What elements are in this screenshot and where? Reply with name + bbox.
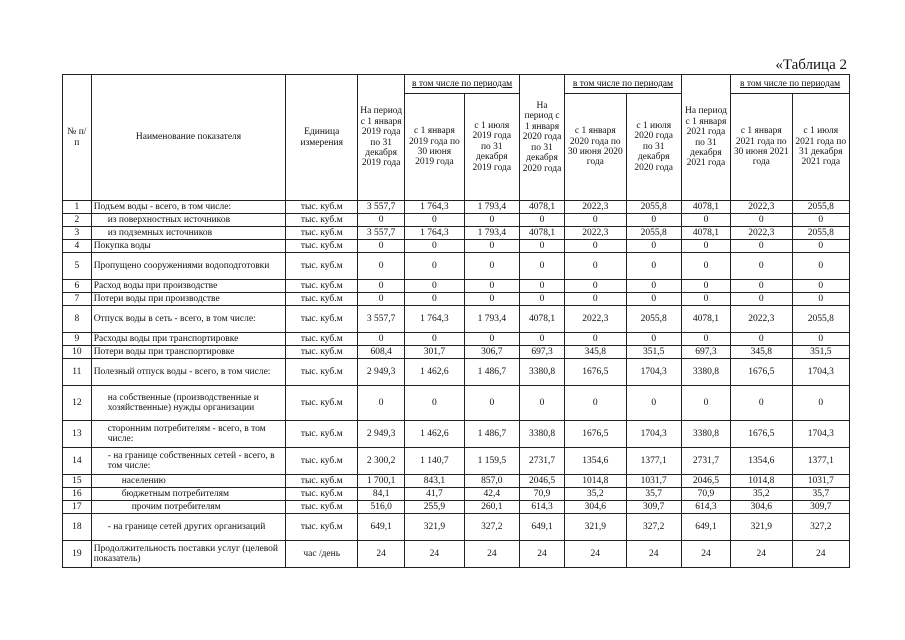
value-cell: 1354,6	[565, 448, 626, 475]
value-cell: 649,1	[358, 514, 405, 541]
value-cell: 1014,8	[731, 475, 792, 488]
col-header-h2-2021: с 1 июля 2021 года по 31 декабря 2021 года	[792, 94, 849, 201]
value-cell: 327,2	[792, 514, 849, 541]
indicator-name-cell: из подземных источников	[91, 227, 286, 240]
col-header-subperiods-2019: в том числе по периодам	[405, 75, 520, 94]
indicator-name-cell: Пропущено сооружениями водоподготовки	[91, 253, 286, 280]
value-cell: 649,1	[519, 514, 564, 541]
row-number-cell: 7	[63, 293, 92, 306]
value-cell: 4078,1	[681, 306, 730, 333]
table-row	[63, 333, 850, 346]
row-number-cell: 16	[63, 488, 92, 501]
value-cell: 0	[565, 293, 626, 306]
value-cell: 3 557,7	[358, 201, 405, 214]
col-header-name: Наименование показателя	[91, 75, 286, 201]
value-cell: 857,0	[464, 475, 519, 488]
value-cell: 3 557,7	[358, 306, 405, 333]
col-header-h1-2019: с 1 января 2019 года по 30 июня 2019 года	[405, 94, 464, 201]
value-cell: 1 793,4	[464, 201, 519, 214]
unit-cell: тыс. куб.м	[286, 201, 358, 214]
value-cell: 1 793,4	[464, 227, 519, 240]
value-cell: 843,1	[405, 475, 464, 488]
value-cell: 2731,7	[519, 448, 564, 475]
unit-cell: час /день	[286, 541, 358, 568]
value-cell: 3380,8	[681, 421, 730, 448]
unit-cell: тыс. куб.м	[286, 448, 358, 475]
value-cell: 0	[405, 240, 464, 253]
value-cell: 0	[792, 240, 849, 253]
value-cell: 24	[358, 541, 405, 568]
value-cell: 2 300,2	[358, 448, 405, 475]
value-cell: 0	[358, 214, 405, 227]
value-cell: 0	[626, 293, 681, 306]
value-cell: 0	[464, 333, 519, 346]
value-cell: 35,7	[792, 488, 849, 501]
value-cell: 0	[405, 214, 464, 227]
row-number-cell: 15	[63, 475, 92, 488]
indicator-name-cell: Полезный отпуск воды - всего, в том числе:	[91, 359, 286, 386]
value-cell: 697,3	[519, 346, 564, 359]
value-cell: 0	[358, 280, 405, 293]
indicator-name-cell: Расходы воды при транспортировке	[91, 333, 286, 346]
row-number-cell: 9	[63, 333, 92, 346]
col-header-subperiods-2020: в том числе по периодам	[565, 75, 682, 94]
row-number-cell: 13	[63, 421, 92, 448]
indicator-name-cell: прочим потребителям	[91, 501, 286, 514]
unit-cell: тыс. куб.м	[286, 488, 358, 501]
table-row	[63, 293, 850, 306]
value-cell: 0	[792, 293, 849, 306]
value-cell: 1 486,7	[464, 359, 519, 386]
col-header-h1-2020: с 1 января 2020 года по 30 июня 2020 года	[565, 94, 626, 201]
value-cell: 0	[519, 240, 564, 253]
value-cell: 0	[731, 280, 792, 293]
unit-cell: тыс. куб.м	[286, 346, 358, 359]
row-number-cell: 5	[63, 253, 92, 280]
unit-cell: тыс. куб.м	[286, 306, 358, 333]
value-cell: 2055,8	[792, 306, 849, 333]
indicator-name-cell: - на границе сетей других организаций	[91, 514, 286, 541]
value-cell: 327,2	[464, 514, 519, 541]
table-row	[63, 541, 850, 568]
value-cell: 3380,8	[519, 359, 564, 386]
value-cell: 0	[464, 386, 519, 421]
value-cell: 2055,8	[626, 306, 681, 333]
table-row	[63, 386, 850, 421]
value-cell: 0	[464, 293, 519, 306]
unit-cell: тыс. куб.м	[286, 253, 358, 280]
value-cell: 1704,3	[792, 421, 849, 448]
value-cell: 608,4	[358, 346, 405, 359]
value-cell: 2 949,3	[358, 359, 405, 386]
value-cell: 1704,3	[626, 359, 681, 386]
value-cell: 0	[626, 333, 681, 346]
value-cell: 24	[681, 541, 730, 568]
table-row	[63, 240, 850, 253]
value-cell: 70,9	[519, 488, 564, 501]
value-cell: 304,6	[731, 501, 792, 514]
value-cell: 1014,8	[565, 475, 626, 488]
value-cell: 1704,3	[792, 359, 849, 386]
table-row	[63, 488, 850, 501]
value-cell: 0	[681, 240, 730, 253]
indicator-name-cell: Потери воды при транспортировке	[91, 346, 286, 359]
value-cell: 24	[519, 541, 564, 568]
value-cell: 1 462,6	[405, 421, 464, 448]
water-balance-table	[62, 74, 850, 568]
value-cell: 0	[792, 280, 849, 293]
value-cell: 327,2	[626, 514, 681, 541]
value-cell: 309,7	[626, 501, 681, 514]
col-header-subperiods-2021: в том числе по периодам	[731, 75, 850, 94]
value-cell: 0	[731, 386, 792, 421]
value-cell: 42,4	[464, 488, 519, 501]
table-row	[63, 227, 850, 240]
value-cell: 1031,7	[626, 475, 681, 488]
unit-cell: тыс. куб.м	[286, 293, 358, 306]
value-cell: 0	[731, 240, 792, 253]
value-cell: 0	[681, 333, 730, 346]
unit-cell: тыс. куб.м	[286, 501, 358, 514]
value-cell: 0	[405, 280, 464, 293]
value-cell: 0	[681, 214, 730, 227]
row-number-cell: 12	[63, 386, 92, 421]
value-cell: 1377,1	[626, 448, 681, 475]
indicator-name-cell: Продолжительность поставки услуг (целевой показатель)	[91, 541, 286, 568]
row-number-cell: 4	[63, 240, 92, 253]
indicator-name-cell: на собственные (производственные и хозяйственные) нужды организации	[91, 386, 286, 421]
unit-cell: тыс. куб.м	[286, 333, 358, 346]
value-cell: 1377,1	[792, 448, 849, 475]
row-number-cell: 14	[63, 448, 92, 475]
value-cell: 0	[464, 240, 519, 253]
indicator-name-cell: бюджетным потребителям	[91, 488, 286, 501]
value-cell: 255,9	[405, 501, 464, 514]
indicator-name-cell: Потери воды при производстве	[91, 293, 286, 306]
value-cell: 2022,3	[565, 306, 626, 333]
unit-cell: тыс. куб.м	[286, 421, 358, 448]
value-cell: 1 462,6	[405, 359, 464, 386]
table-row	[63, 280, 850, 293]
value-cell: 24	[731, 541, 792, 568]
value-cell: 41,7	[405, 488, 464, 501]
indicator-name-cell: Покупка воды	[91, 240, 286, 253]
value-cell: 649,1	[681, 514, 730, 541]
value-cell: 0	[681, 280, 730, 293]
value-cell: 24	[792, 541, 849, 568]
value-cell: 0	[565, 253, 626, 280]
value-cell: 2731,7	[681, 448, 730, 475]
value-cell: 4078,1	[681, 201, 730, 214]
value-cell: 1354,6	[731, 448, 792, 475]
table-row	[63, 421, 850, 448]
row-number-cell: 17	[63, 501, 92, 514]
value-cell: 0	[792, 386, 849, 421]
value-cell: 0	[358, 240, 405, 253]
value-cell: 1676,5	[565, 359, 626, 386]
value-cell: 2 949,3	[358, 421, 405, 448]
value-cell: 321,9	[405, 514, 464, 541]
value-cell: 2055,8	[792, 201, 849, 214]
value-cell: 0	[405, 293, 464, 306]
value-cell: 0	[731, 253, 792, 280]
value-cell: 4078,1	[519, 201, 564, 214]
value-cell: 351,5	[792, 346, 849, 359]
value-cell: 0	[358, 253, 405, 280]
value-cell: 0	[626, 214, 681, 227]
value-cell: 0	[358, 333, 405, 346]
value-cell: 24	[405, 541, 464, 568]
value-cell: 2046,5	[681, 475, 730, 488]
value-cell: 1676,5	[731, 359, 792, 386]
value-cell: 301,7	[405, 346, 464, 359]
value-cell: 1 793,4	[464, 306, 519, 333]
value-cell: 2022,3	[731, 227, 792, 240]
table-body	[63, 201, 850, 568]
value-cell: 0	[519, 333, 564, 346]
unit-cell: тыс. куб.м	[286, 240, 358, 253]
value-cell: 351,5	[626, 346, 681, 359]
value-cell: 0	[792, 333, 849, 346]
value-cell: 309,7	[792, 501, 849, 514]
value-cell: 1676,5	[565, 421, 626, 448]
value-cell: 1 764,3	[405, 201, 464, 214]
indicator-name-cell: Подъем воды - всего, в том числе:	[91, 201, 286, 214]
value-cell: 2046,5	[519, 475, 564, 488]
table-row	[63, 346, 850, 359]
value-cell: 2055,8	[792, 227, 849, 240]
value-cell: 70,9	[681, 488, 730, 501]
col-header-period-2021: На период с 1 января 2021 года по 31 декабря 2021 года	[681, 75, 730, 201]
value-cell: 1 159,5	[464, 448, 519, 475]
col-header-period-2020: На период с 1 января 2020 года по 31 декабря 2020 года	[519, 75, 564, 201]
row-number-cell: 11	[63, 359, 92, 386]
value-cell: 0	[405, 333, 464, 346]
col-header-period-2019: На период с 1 января 2019 года по 31 декабря 2019 года	[358, 75, 405, 201]
value-cell: 2055,8	[626, 201, 681, 214]
col-header-h1-2021: с 1 января 2021 года по 30 июня 2021 года	[731, 94, 792, 201]
table-row	[63, 475, 850, 488]
value-cell: 306,7	[464, 346, 519, 359]
value-cell: 0	[464, 253, 519, 280]
value-cell: 0	[358, 293, 405, 306]
value-cell: 0	[565, 280, 626, 293]
value-cell: 1 700,1	[358, 475, 405, 488]
table-row	[63, 201, 850, 214]
value-cell: 0	[626, 280, 681, 293]
row-number-cell: 19	[63, 541, 92, 568]
value-cell: 1 764,3	[405, 227, 464, 240]
unit-cell: тыс. куб.м	[286, 386, 358, 421]
value-cell: 0	[519, 280, 564, 293]
indicator-name-cell: из поверхностных источников	[91, 214, 286, 227]
value-cell: 1 486,7	[464, 421, 519, 448]
value-cell: 0	[464, 280, 519, 293]
indicator-name-cell: Расход воды при производстве	[91, 280, 286, 293]
value-cell: 516,0	[358, 501, 405, 514]
indicator-name-cell: населению	[91, 475, 286, 488]
value-cell: 304,6	[565, 501, 626, 514]
value-cell: 0	[405, 253, 464, 280]
value-cell: 2055,8	[626, 227, 681, 240]
row-number-cell: 1	[63, 201, 92, 214]
value-cell: 0	[464, 214, 519, 227]
value-cell: 0	[519, 214, 564, 227]
indicator-name-cell: - на границе собственных сетей - всего, в том числе:	[91, 448, 286, 475]
indicator-name-cell: сторонним потребителям - всего, в том числе:	[91, 421, 286, 448]
value-cell: 3380,8	[681, 359, 730, 386]
row-number-cell: 2	[63, 214, 92, 227]
value-cell: 1676,5	[731, 421, 792, 448]
table-row	[63, 501, 850, 514]
value-cell: 1 764,3	[405, 306, 464, 333]
table-row	[63, 306, 850, 333]
value-cell: 0	[519, 293, 564, 306]
col-header-h2-2020: с 1 июля 2020 года по 31 декабря 2020 года	[626, 94, 681, 201]
value-cell: 0	[626, 386, 681, 421]
unit-cell: тыс. куб.м	[286, 214, 358, 227]
row-number-cell: 3	[63, 227, 92, 240]
value-cell: 35,7	[626, 488, 681, 501]
value-cell: 614,3	[519, 501, 564, 514]
value-cell: 4078,1	[519, 227, 564, 240]
unit-cell: тыс. куб.м	[286, 280, 358, 293]
value-cell: 0	[405, 386, 464, 421]
table-row	[63, 253, 850, 280]
value-cell: 0	[792, 214, 849, 227]
table-caption: «Таблица 2	[775, 57, 847, 73]
value-cell: 0	[731, 293, 792, 306]
value-cell: 0	[519, 253, 564, 280]
value-cell: 0	[565, 386, 626, 421]
value-cell: 0	[626, 240, 681, 253]
value-cell: 0	[565, 333, 626, 346]
value-cell: 0	[358, 386, 405, 421]
value-cell: 24	[565, 541, 626, 568]
value-cell: 3 557,7	[358, 227, 405, 240]
value-cell: 24	[464, 541, 519, 568]
value-cell: 614,3	[681, 501, 730, 514]
table-row	[63, 214, 850, 227]
table-row	[63, 514, 850, 541]
value-cell: 0	[681, 253, 730, 280]
value-cell: 2022,3	[731, 201, 792, 214]
value-cell: 0	[681, 386, 730, 421]
col-header-num: № п/п	[63, 75, 92, 201]
unit-cell: тыс. куб.м	[286, 227, 358, 240]
value-cell: 2022,3	[731, 306, 792, 333]
value-cell: 2022,3	[565, 201, 626, 214]
table-row	[63, 359, 850, 386]
value-cell: 4078,1	[519, 306, 564, 333]
value-cell: 697,3	[681, 346, 730, 359]
unit-cell: тыс. куб.м	[286, 514, 358, 541]
value-cell: 0	[626, 253, 681, 280]
value-cell: 0	[565, 240, 626, 253]
unit-cell: тыс. куб.м	[286, 475, 358, 488]
value-cell: 1031,7	[792, 475, 849, 488]
value-cell: 0	[731, 214, 792, 227]
value-cell: 0	[792, 253, 849, 280]
value-cell: 321,9	[731, 514, 792, 541]
value-cell: 1 140,7	[405, 448, 464, 475]
value-cell: 0	[519, 386, 564, 421]
row-number-cell: 18	[63, 514, 92, 541]
value-cell: 35,2	[731, 488, 792, 501]
value-cell: 35,2	[565, 488, 626, 501]
value-cell: 0	[681, 293, 730, 306]
value-cell: 0	[565, 214, 626, 227]
indicator-name-cell: Отпуск воды в сеть - всего, в том числе:	[91, 306, 286, 333]
col-header-unit: Единица измерения	[286, 75, 358, 201]
col-header-h2-2019: с 1 июля 2019 года по 31 декабря 2019 года	[464, 94, 519, 201]
unit-cell: тыс. куб.м	[286, 359, 358, 386]
value-cell: 0	[731, 333, 792, 346]
value-cell: 321,9	[565, 514, 626, 541]
value-cell: 345,8	[731, 346, 792, 359]
value-cell: 24	[626, 541, 681, 568]
value-cell: 84,1	[358, 488, 405, 501]
value-cell: 260,1	[464, 501, 519, 514]
value-cell: 2022,3	[565, 227, 626, 240]
row-number-cell: 6	[63, 280, 92, 293]
value-cell: 345,8	[565, 346, 626, 359]
row-number-cell: 8	[63, 306, 92, 333]
table-row	[63, 448, 850, 475]
value-cell: 1704,3	[626, 421, 681, 448]
value-cell: 3380,8	[519, 421, 564, 448]
row-number-cell: 10	[63, 346, 92, 359]
value-cell: 4078,1	[681, 227, 730, 240]
